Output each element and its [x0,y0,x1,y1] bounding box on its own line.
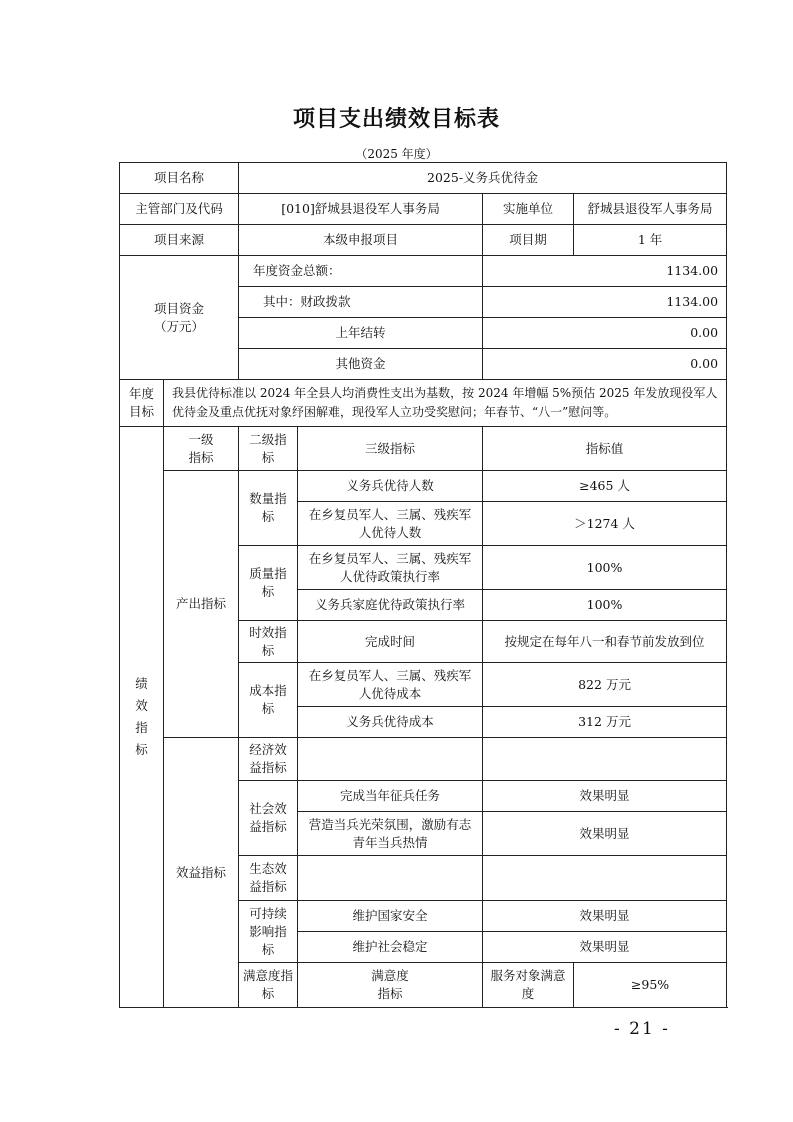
label-line: 益指标 [249,819,287,834]
output-indicators-label: 产出指标 [164,471,239,738]
indicator-value: 100% [483,546,727,590]
label-line: 标 [261,701,275,716]
indicator-name-line: 在乡复员军人、三属、残疾军 [308,667,472,683]
indicator-name: 维护社会稳定 [298,932,483,963]
label-line: 标 [261,642,275,658]
label-line: 标 [261,584,275,599]
indicator-name: 完成当年征兵任务 [298,781,483,812]
indicator-value: 按规定在每年八一和春节前发放到位 [483,621,727,663]
label-line: 益指标 [249,879,287,894]
label-line: 标 [261,509,275,524]
funds-row-value: 1134.00 [483,287,727,318]
indicator-value: 效果明显 [483,932,727,963]
economic-benefit-label [239,738,298,781]
department-value: [010]舒城县退役军人事务局 [239,194,483,225]
indicator-name: 义务兵优待人数 [298,471,483,502]
funds-row-label: 其他资金 [239,349,483,380]
funds-row-value: 0.00 [483,349,727,380]
project-name-label: 项目名称 [120,163,239,194]
annual-goal-label-line2: 目标 [128,404,154,419]
indicator-name [298,546,483,590]
funds-row-value: 1134.00 [483,256,727,287]
label-line: 数量指 [249,491,287,506]
funds-label-line1: 项目资金 [154,300,205,316]
header-level1 [164,427,239,471]
implementing-unit-label: 实施单位 [483,194,574,225]
annual-goal-label [120,380,164,427]
benefit-indicators-label: 效益指标 [164,738,239,1008]
indicator-name-empty [298,738,483,781]
indicator-name: 义务兵优待成本 [298,707,483,738]
indicator-name-line: 营造当兵光荣氛围，激励有志 [308,816,472,832]
label-line: 经济效 [249,742,287,757]
implementing-unit-value: 舒城县退役军人事务局 [574,194,727,225]
indicator-value-empty [483,738,727,781]
quality-indicators-label [239,546,298,621]
annual-goal-text: 我县优待标准以 2024 年全县人均消费性支出为基数，按 2024 年增幅 5%预估 2025 年发放现役军人优待金及重点优抚对象纾困解难，现役军人立功受奖慰问；年春节、“八一”慰问等。 [164,380,727,427]
label-line: 影响指 [249,923,287,939]
indicator-value: 100% [483,590,727,621]
cost-indicators-label [239,663,298,738]
project-source-value: 本级申报项目 [239,225,483,256]
project-source-label: 项目来源 [120,225,239,256]
indicator-name: 维护国家安全 [298,901,483,932]
indicator-name-empty [298,856,483,901]
label-line: 时效指 [249,624,287,640]
header-level1-line2: 指标 [188,449,214,465]
timeliness-indicators-label [239,621,298,663]
project-name-value: 2025-义务兵优待金 [239,163,727,194]
sustainability-label [239,901,298,963]
label-line: 益指标 [249,760,287,775]
indicator-name-line: 在乡复员军人、三属、残疾军 [308,550,472,566]
indicator-name-line: 在乡复员军人、三属、残疾军 [308,506,472,522]
indicator-name-line: 人优待人数 [358,524,422,540]
page-title: 项目支出绩效目标表 [292,107,500,132]
indicator-name [298,812,483,856]
label-line: 满意度指 [243,968,294,983]
vertical-char: 标 [135,742,148,757]
header-level2 [239,427,298,471]
social-benefit-label [239,781,298,856]
satisfaction-level2-label [298,963,483,1008]
indicator-name: 义务兵家庭优待政策执行率 [298,590,483,621]
funds-row-value: 0.00 [483,318,727,349]
indicator-value: 312 万元 [483,707,727,738]
performance-target-table [119,162,727,1008]
project-funds-label [120,256,239,380]
vertical-char: 绩 [135,676,148,691]
header-level3: 三级指标 [298,427,483,471]
label-line: 标 [261,941,275,957]
indicator-name-line: 青年当兵热情 [352,834,428,850]
label-line: 成本指 [249,683,287,698]
label-line: 可持续 [249,905,287,921]
label-line: 指标 [377,986,403,1001]
quantity-indicators-label [239,471,298,546]
funds-row-label: 上年结转 [239,318,483,349]
label-line: 质量指 [249,566,287,581]
label-line: 满意度 [371,968,409,983]
header-indicator-value: 指标值 [483,427,727,471]
department-label: 主管部门及代码 [120,194,239,225]
indicator-value: 效果明显 [483,781,727,812]
funds-row-label: 年度资金总额： [239,256,483,287]
performance-indicators-label [120,427,164,1008]
ecological-benefit-label [239,856,298,901]
project-period-value: 1 年 [574,225,727,256]
year-subtitle: （2025 年度） [355,147,438,161]
indicator-value: ＞1274 人 [483,502,727,546]
indicator-name-line: 人优待政策执行率 [340,568,441,584]
indicator-value: 效果明显 [483,812,727,856]
label-line: 社会效 [249,801,287,816]
header-level2-line1: 二级指 [249,431,287,447]
vertical-char: 指 [135,720,148,735]
indicator-value: ≥465 人 [483,471,727,502]
indicator-value-empty [483,856,727,901]
header-level1-line1: 一级 [188,431,214,447]
vertical-char: 效 [135,698,148,713]
indicator-name [298,663,483,707]
indicator-value: 822 万元 [483,663,727,707]
project-period-label: 项目期 [483,225,574,256]
indicator-name: 服务对象满意度 [483,963,574,1008]
page-number: - 21 - [614,1019,670,1039]
indicator-name [298,502,483,546]
funds-label-line2: （万元） [154,318,205,334]
indicator-name: 完成时间 [298,621,483,663]
indicator-name-line: 人优待成本 [358,685,422,701]
satisfaction-level1-label [239,963,298,1008]
label-line: 标 [261,986,275,1001]
indicator-value: ≥95% [574,963,727,1008]
indicator-value: 效果明显 [483,901,727,932]
annual-goal-label-line1: 年度 [128,386,154,401]
label-line: 生态效 [249,861,287,876]
funds-row-label: 其中：财政拨款 [239,287,483,318]
header-level2-line2: 标 [261,449,275,465]
